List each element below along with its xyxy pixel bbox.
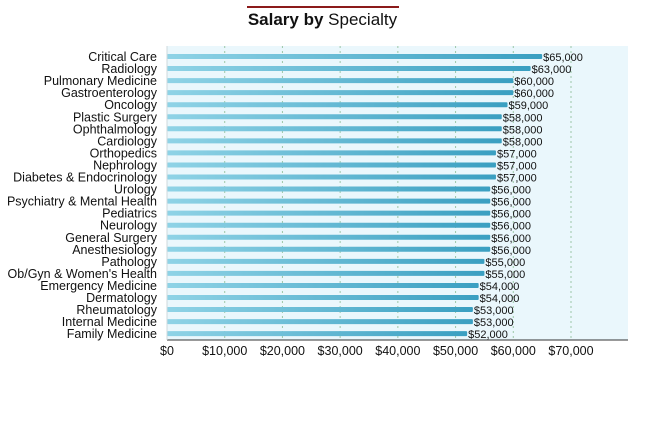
- chart-title-bold: Salary by: [247, 10, 324, 29]
- category-label: Ob/Gyn & Women's Health: [7, 266, 157, 281]
- bar: [167, 138, 502, 143]
- bar: [167, 319, 473, 324]
- bar: [167, 223, 490, 228]
- value-label: $55,000: [485, 268, 526, 281]
- category-label: Psychiatry & Mental Health: [6, 194, 157, 209]
- value-label: $65,000: [543, 52, 583, 64]
- category-label: Cardiology: [97, 134, 157, 149]
- category-label: Anesthesiology: [72, 242, 157, 257]
- bar: [167, 66, 531, 71]
- bar: [167, 199, 490, 204]
- bar: [167, 175, 496, 180]
- category-label: Critical Care: [88, 50, 157, 64]
- category-label: Radiology: [101, 62, 157, 77]
- x-tick-label: $0: [160, 344, 174, 358]
- category-label: Nephrology: [93, 158, 157, 173]
- bar: [167, 211, 490, 216]
- value-label: $58,000: [502, 136, 543, 149]
- value-label: $56,000: [491, 232, 531, 245]
- value-label: $56,000: [491, 244, 531, 257]
- category-label: Neurology: [100, 218, 157, 233]
- category-label: Gastroenterology: [61, 86, 157, 101]
- bar: [167, 331, 467, 336]
- x-tick-label: $60,000: [490, 344, 536, 358]
- value-label: $63,000: [531, 64, 572, 77]
- x-tick-label: $40,000: [375, 344, 421, 358]
- x-tick-label: $30,000: [317, 344, 363, 358]
- category-label: Family Medicine: [66, 327, 157, 342]
- x-tick-label: $50,000: [432, 344, 479, 358]
- category-label: Internal Medicine: [61, 315, 157, 330]
- bar: [167, 259, 484, 264]
- bar: [167, 271, 484, 276]
- bar: [167, 307, 473, 312]
- category-label: General Surgery: [65, 230, 157, 245]
- category-label: Plastic Surgery: [72, 110, 157, 125]
- bar: [167, 102, 508, 107]
- category-label: Pediatrics: [102, 206, 157, 221]
- value-label: $53,000: [473, 317, 514, 330]
- category-label: Rheumatology: [76, 303, 157, 318]
- value-label: $53,000: [473, 305, 514, 318]
- value-label: $56,000: [491, 196, 531, 209]
- value-label: $57,000: [496, 172, 537, 185]
- value-label: $54,000: [479, 280, 520, 293]
- x-tick-label: $20,000: [259, 344, 306, 358]
- bar: [167, 235, 490, 240]
- value-label: $56,000: [491, 220, 531, 233]
- bar: [167, 90, 513, 95]
- value-label: $59,000: [508, 100, 549, 113]
- x-tick-label: $70,000: [548, 344, 594, 358]
- x-tick-label: $10,000: [202, 344, 248, 358]
- category-label: Orthopedics: [89, 146, 157, 161]
- bar: [167, 162, 496, 167]
- value-label: $60,000: [514, 76, 555, 89]
- category-label: Emergency Medicine: [40, 278, 157, 293]
- category-label: Ophthalmology: [72, 122, 157, 137]
- bar: [167, 247, 490, 252]
- bar: [167, 295, 479, 300]
- value-label: $56,000: [491, 184, 531, 197]
- value-label: $56,000: [491, 208, 531, 221]
- bar: [167, 187, 490, 192]
- category-label: Dermatology: [86, 291, 157, 305]
- value-label: $57,000: [496, 160, 537, 173]
- category-label: Diabetes & Endocrinology: [13, 170, 157, 185]
- bar: [167, 78, 513, 83]
- value-label: $54,000: [479, 293, 520, 305]
- category-label: Urology: [113, 182, 157, 197]
- bar: [167, 126, 502, 131]
- value-label: $58,000: [502, 112, 543, 125]
- bar: [167, 150, 496, 155]
- value-label: $57,000: [496, 148, 537, 161]
- value-label: $52,000: [468, 329, 508, 342]
- chart-title-rest: Specialty: [328, 10, 398, 29]
- bar: [167, 283, 479, 288]
- category-label: Oncology: [104, 98, 157, 113]
- value-label: $60,000: [514, 88, 555, 101]
- bar: [167, 114, 502, 119]
- category-label: Pathology: [101, 254, 157, 269]
- value-label: $58,000: [502, 124, 543, 137]
- value-label: $55,000: [485, 256, 526, 269]
- bar: [167, 54, 542, 59]
- category-label: Pulmonary Medicine: [43, 74, 157, 89]
